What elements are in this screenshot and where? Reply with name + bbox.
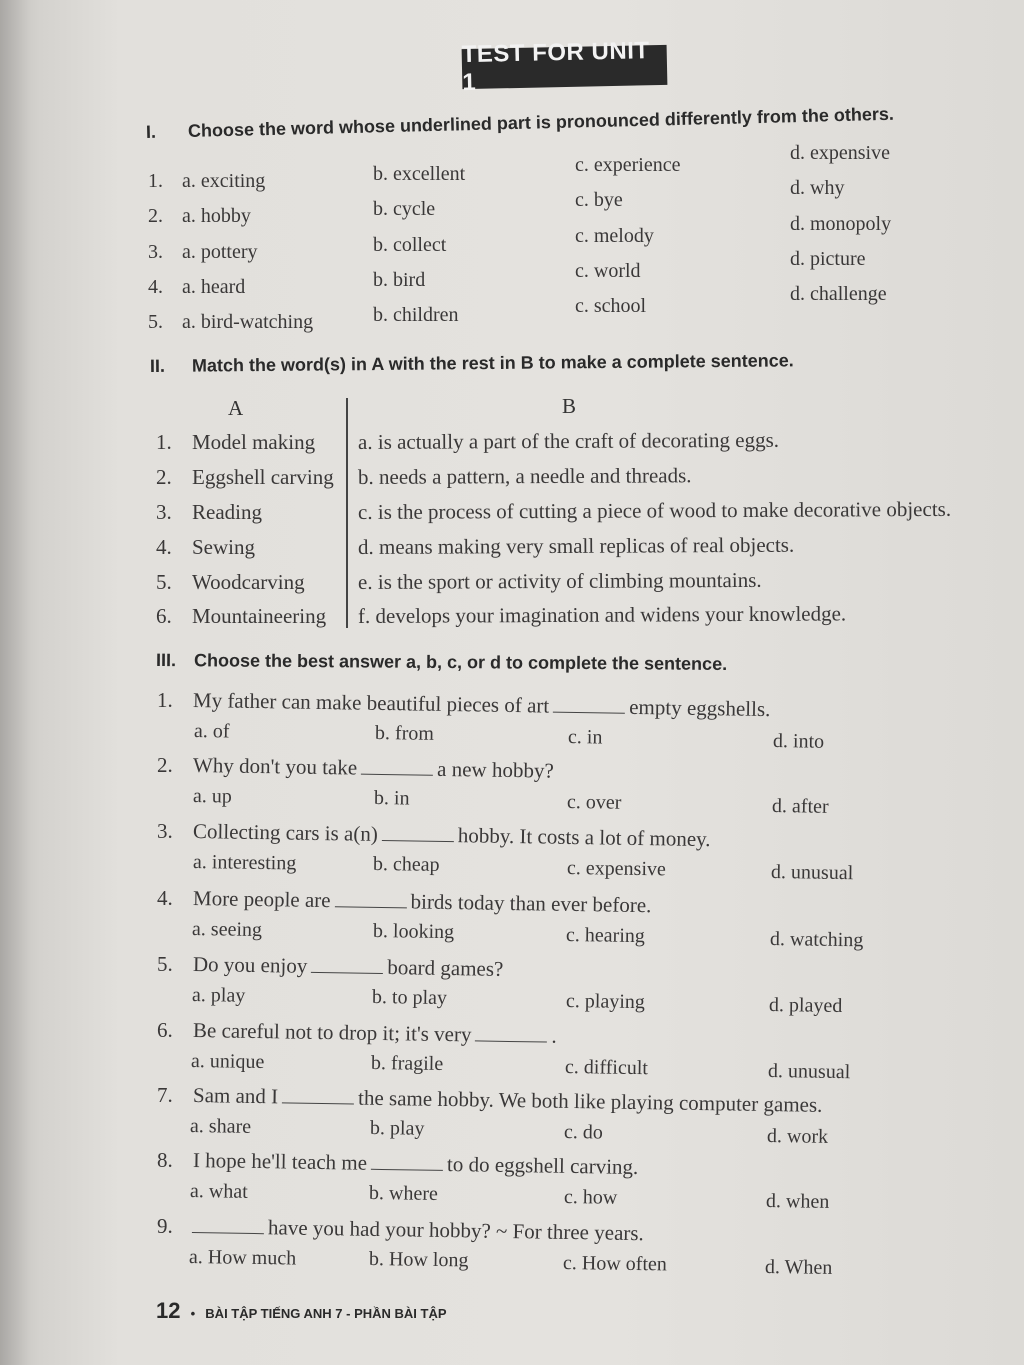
option-a: a. what — [189, 1180, 248, 1203]
section-3-instruction: Choose the best answer a, b, c, or d to complete the sentence. — [193, 650, 728, 674]
option-b: b. bird — [373, 269, 426, 291]
question-sentence — [193, 688, 771, 722]
option-d: d. monopoly — [790, 213, 892, 235]
footer-bullet: • — [190, 1306, 196, 1321]
page-footer — [156, 1298, 447, 1324]
column-b-header: B — [562, 394, 577, 418]
section-1-number: I. — [145, 121, 157, 142]
option-a: a. How much — [189, 1246, 297, 1270]
option-d: d. unusual — [770, 861, 854, 885]
question-number: 7. — [157, 1083, 173, 1107]
answer-blank — [311, 954, 383, 974]
option-c: c. hearing — [566, 924, 646, 948]
sentence-end: birds today than ever before. — [410, 889, 652, 918]
match-number: 5. — [156, 570, 172, 594]
option-c: c. how — [563, 1186, 618, 1209]
question-number: 1. — [148, 170, 163, 192]
question-sentence — [193, 819, 711, 852]
option-b: b. excellent — [373, 163, 466, 185]
question-sentence — [193, 753, 554, 784]
section-3-number: III. — [155, 650, 177, 671]
question-number: 6. — [157, 1018, 173, 1042]
footer-book-title: BÀI TẬP TIẾNG ANH 7 - PHẦN BÀI TẬP — [205, 1306, 447, 1321]
sentence-end: empty eggshells. — [629, 694, 771, 722]
question-number: 2. — [157, 753, 173, 777]
question-number: 1. — [157, 688, 173, 712]
answer-blank — [475, 1022, 547, 1042]
option-a: a. interesting — [192, 851, 297, 875]
option-a: a. up — [193, 785, 233, 808]
match-phrase-b: a. is actually a part of the craft of decorating eggs. — [357, 427, 780, 454]
option-b: b. cheap — [373, 853, 441, 876]
option-b: b. collect — [373, 234, 447, 256]
answer-blank — [334, 888, 406, 908]
option-c: c. in — [567, 726, 603, 749]
option-b: b. to play — [371, 986, 447, 1010]
page-number: 12 — [156, 1298, 181, 1323]
option-b: b. from — [374, 722, 435, 745]
option-a: a. pottery — [182, 241, 258, 263]
match-phrase-b: e. is the sport or activity of climbing mountains. — [357, 567, 762, 594]
question-sentence — [193, 1148, 639, 1180]
option-c: c. world — [575, 260, 641, 282]
option-a: a. share — [190, 1115, 252, 1138]
question-sentence — [193, 1018, 557, 1049]
match-term-a: Eggshell carving — [192, 465, 334, 489]
section-1-instruction: Choose the word whose underlined part is pronounced differently from the others. — [187, 103, 895, 141]
option-d: d. after — [771, 795, 829, 818]
option-a: a. seeing — [192, 918, 263, 941]
option-c: c. melody — [575, 225, 654, 247]
match-term-a: Reading — [192, 500, 262, 524]
option-a: a. play — [191, 984, 246, 1007]
option-d: d. when — [765, 1190, 830, 1213]
option-c: c. bye — [575, 189, 623, 211]
option-c: c. over — [567, 791, 622, 814]
option-a: a. heard — [182, 276, 246, 298]
question-number: 3. — [148, 241, 163, 263]
option-b: b. play — [370, 1117, 425, 1140]
sentence-end: the same hobby. We both like playing computer games. — [357, 1085, 823, 1117]
sentence-end: hobby. It costs a lot of money. — [457, 823, 711, 852]
match-phrase-b: d. means making very small replicas of real objects. — [357, 532, 795, 559]
option-c: c. playing — [565, 990, 645, 1014]
option-a: a. hobby — [182, 205, 251, 227]
sentence-end: a new hobby? — [436, 756, 554, 783]
sentence-start: I hope he'll teach me — [192, 1148, 368, 1175]
question-sentence — [193, 952, 504, 982]
question-number: 5. — [157, 952, 173, 976]
option-d: d. expensive — [790, 142, 890, 164]
question-number: 4. — [148, 276, 163, 298]
question-sentence — [188, 1214, 644, 1246]
match-term-a: Mountaineering — [192, 604, 327, 628]
sentence-start: My father can make beautiful pieces of art — [192, 688, 550, 718]
answer-blank — [282, 1084, 354, 1104]
option-c: c. expensive — [566, 857, 666, 881]
question-number: 9. — [157, 1214, 173, 1238]
section-3-heading — [156, 650, 727, 675]
match-phrase-b: b. needs a pattern, a needle and threads. — [357, 463, 692, 489]
option-d: d. unusual — [767, 1060, 851, 1084]
option-b: b. children — [373, 304, 459, 326]
match-term-a: Model making — [192, 430, 316, 454]
section-1-heading — [146, 104, 894, 143]
option-b: b. looking — [372, 920, 454, 944]
match-term-a: Sewing — [192, 535, 255, 559]
match-number: 2. — [156, 465, 172, 489]
sentence-end: . — [551, 1023, 557, 1048]
option-d: d. challenge — [790, 283, 887, 305]
option-d: d. When — [764, 1256, 833, 1279]
column-a-header: A — [228, 396, 244, 420]
question-number: 5. — [148, 311, 163, 333]
option-c: c. school — [575, 295, 647, 317]
question-number: 3. — [157, 819, 173, 843]
match-number: 3. — [156, 500, 172, 524]
option-d: d. picture — [790, 248, 866, 270]
option-a: a. bird-watching — [182, 311, 314, 333]
answer-blank — [553, 694, 625, 714]
sentence-start: Sam and I — [192, 1083, 279, 1109]
question-number: 2. — [148, 205, 163, 227]
page-gutter-shadow — [0, 0, 30, 1365]
option-c: c. experience — [575, 154, 681, 176]
question-sentence — [193, 886, 652, 918]
sentence-end: have you had your hobby? ~ For three years. — [267, 1215, 644, 1246]
answer-blank — [382, 822, 454, 842]
section-2-instruction: Match the word(s) in A with the rest in B to make a complete sentence. — [191, 350, 794, 376]
option-b: b. cycle — [373, 198, 436, 220]
sentence-end: board games? — [387, 955, 504, 981]
option-b: b. How long — [368, 1248, 469, 1272]
match-number: 1. — [156, 430, 172, 454]
sentence-start: More people are — [192, 886, 331, 913]
question-number: 8. — [157, 1148, 173, 1172]
sentence-start: Why don't you take — [192, 753, 358, 780]
answer-blank — [371, 1151, 443, 1171]
option-b: b. fragile — [370, 1052, 444, 1076]
column-divider — [346, 398, 348, 628]
option-d: d. work — [766, 1125, 829, 1148]
option-a: a. exciting — [182, 170, 266, 192]
option-a: a. of — [193, 720, 230, 743]
question-sentence — [193, 1083, 823, 1118]
match-number: 4. — [156, 535, 172, 559]
question-number: 4. — [157, 886, 173, 910]
answer-blank — [192, 1214, 264, 1234]
option-d: d. why — [790, 177, 845, 199]
option-b: b. in — [374, 787, 410, 810]
option-c: c. How often — [563, 1252, 668, 1276]
sentence-end: to do eggshell carving. — [446, 1151, 639, 1179]
sentence-start: Do you enjoy — [192, 952, 308, 978]
sentence-start: Be careful not to drop it; it's very — [192, 1018, 472, 1047]
match-phrase-b: c. is the process of cutting a piece of wood to make decorative objects. — [357, 496, 952, 524]
option-d: d. played — [768, 994, 843, 1018]
option-c: c. difficult — [564, 1056, 649, 1080]
match-phrase-b: f. develops your imagination and widens your knowledge. — [357, 601, 847, 628]
match-term-a: Woodcarving — [192, 570, 305, 594]
match-number: 6. — [156, 604, 172, 628]
answer-blank — [361, 756, 433, 776]
section-2-number: II. — [149, 355, 166, 376]
test-title: TEST FOR UNIT 1 — [462, 45, 668, 89]
option-d: d. into — [772, 730, 825, 753]
option-d: d. watching — [769, 928, 864, 952]
option-a: a. unique — [190, 1050, 265, 1074]
option-c: c. do — [564, 1121, 604, 1144]
sentence-start: Collecting cars is a(n) — [192, 819, 379, 846]
section-2-heading — [150, 350, 794, 377]
option-b: b. where — [369, 1182, 439, 1205]
